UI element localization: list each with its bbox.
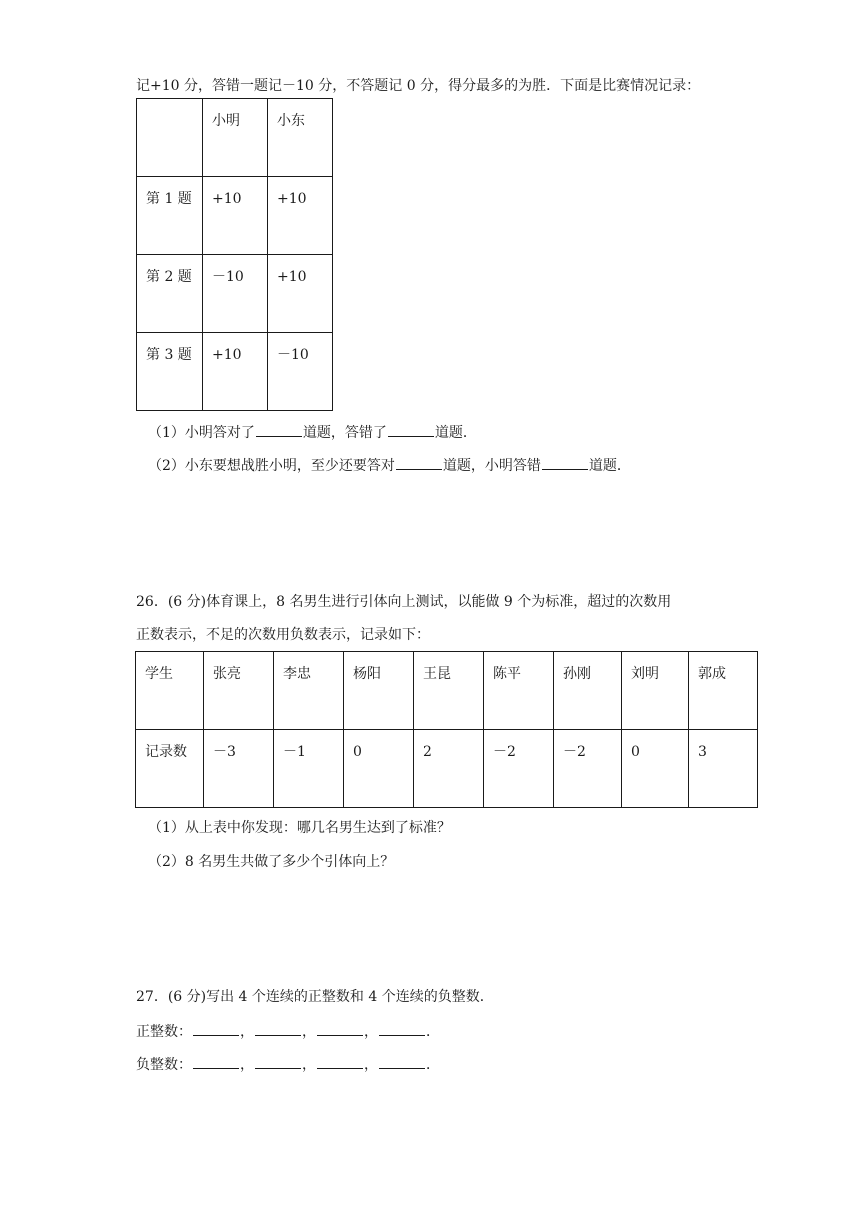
q26-sub2: （2）8 名男生共做了多少个引体向上？: [148, 854, 395, 870]
q27-line1: 27．(6 分)写出 4 个连续的正整数和 4 个连续的负整数．: [136, 989, 494, 1005]
q27-negative-row: 负整数： ， ， ， ．: [136, 1054, 440, 1075]
answer-blank[interactable]: [317, 1021, 363, 1036]
answer-blank[interactable]: [193, 1021, 239, 1036]
table-cell: +10: [268, 255, 333, 333]
table-cell: +10: [268, 177, 333, 255]
q27-positive-row: 正整数： ， ， ， ．: [136, 1021, 440, 1042]
table-cell: 刘明: [622, 652, 689, 730]
answer-blank[interactable]: [193, 1054, 239, 1069]
table-header-row: [137, 99, 333, 177]
answer-blank[interactable]: [256, 422, 302, 437]
q26-sub1: （1）从上表中你发现：哪几名男生达到了标准？: [148, 820, 451, 836]
table-cell: 郭成: [689, 652, 758, 730]
table-cell: [137, 99, 203, 177]
table-cell: 孙刚: [554, 652, 622, 730]
table-cell: －2: [554, 730, 622, 808]
table-cell: 3: [689, 730, 758, 808]
table-cell: 李忠: [274, 652, 344, 730]
table-cell: 小东: [268, 99, 333, 177]
q26-line1: 26．(6 分)体育课上，8 名男生进行引体向上测试，以能做 9 个为标准，超过的次数用: [136, 594, 672, 610]
table-cell: －10: [203, 255, 268, 333]
answer-blank[interactable]: [542, 455, 588, 470]
q25-intro: 记+10 分，答错一题记－10 分，不答题记 0 分，得分最多的为胜．下面是比赛情况记录：: [136, 78, 701, 94]
table-row: [137, 255, 333, 333]
table-cell: －10: [268, 333, 333, 411]
table-cell: －3: [204, 730, 274, 808]
table-cell: 学生: [136, 652, 204, 730]
table-cell: －2: [484, 730, 554, 808]
answer-blank[interactable]: [379, 1021, 425, 1036]
table-cell: 0: [344, 730, 414, 808]
answer-blank[interactable]: [317, 1054, 363, 1069]
table-cell: 杨阳: [344, 652, 414, 730]
table-cell: 0: [622, 730, 689, 808]
table-cell: 张亮: [204, 652, 274, 730]
table-row: [137, 333, 333, 411]
table-cell: 第 3 题: [137, 333, 203, 411]
table-cell: －1: [274, 730, 344, 808]
answer-blank[interactable]: [379, 1054, 425, 1069]
table-header-row: [136, 652, 758, 730]
q26-record-table: [135, 651, 758, 808]
answer-blank[interactable]: [255, 1021, 301, 1036]
table-cell: 2: [414, 730, 484, 808]
q25-score-table: [136, 98, 333, 411]
q25-sub2: （2）小东要想战胜小明，至少还要答对 道题，小明答错 道题．: [148, 455, 631, 476]
answer-blank[interactable]: [255, 1054, 301, 1069]
q26-line2: 正数表示，不足的次数用负数表示，记录如下：: [136, 627, 430, 643]
table-cell: 小明: [203, 99, 268, 177]
table-cell: 第 2 题: [137, 255, 203, 333]
table-cell: +10: [203, 177, 268, 255]
table-row: [137, 177, 333, 255]
q25-sub1: （1）小明答对了 道题，答错了 道题．: [148, 422, 477, 443]
table-cell: 王昆: [414, 652, 484, 730]
table-cell: 记录数: [136, 730, 204, 808]
table-cell: 第 1 题: [137, 177, 203, 255]
table-cell: +10: [203, 333, 268, 411]
table-cell: 陈平: [484, 652, 554, 730]
answer-blank[interactable]: [396, 455, 442, 470]
table-row: [136, 730, 758, 808]
answer-blank[interactable]: [388, 422, 434, 437]
